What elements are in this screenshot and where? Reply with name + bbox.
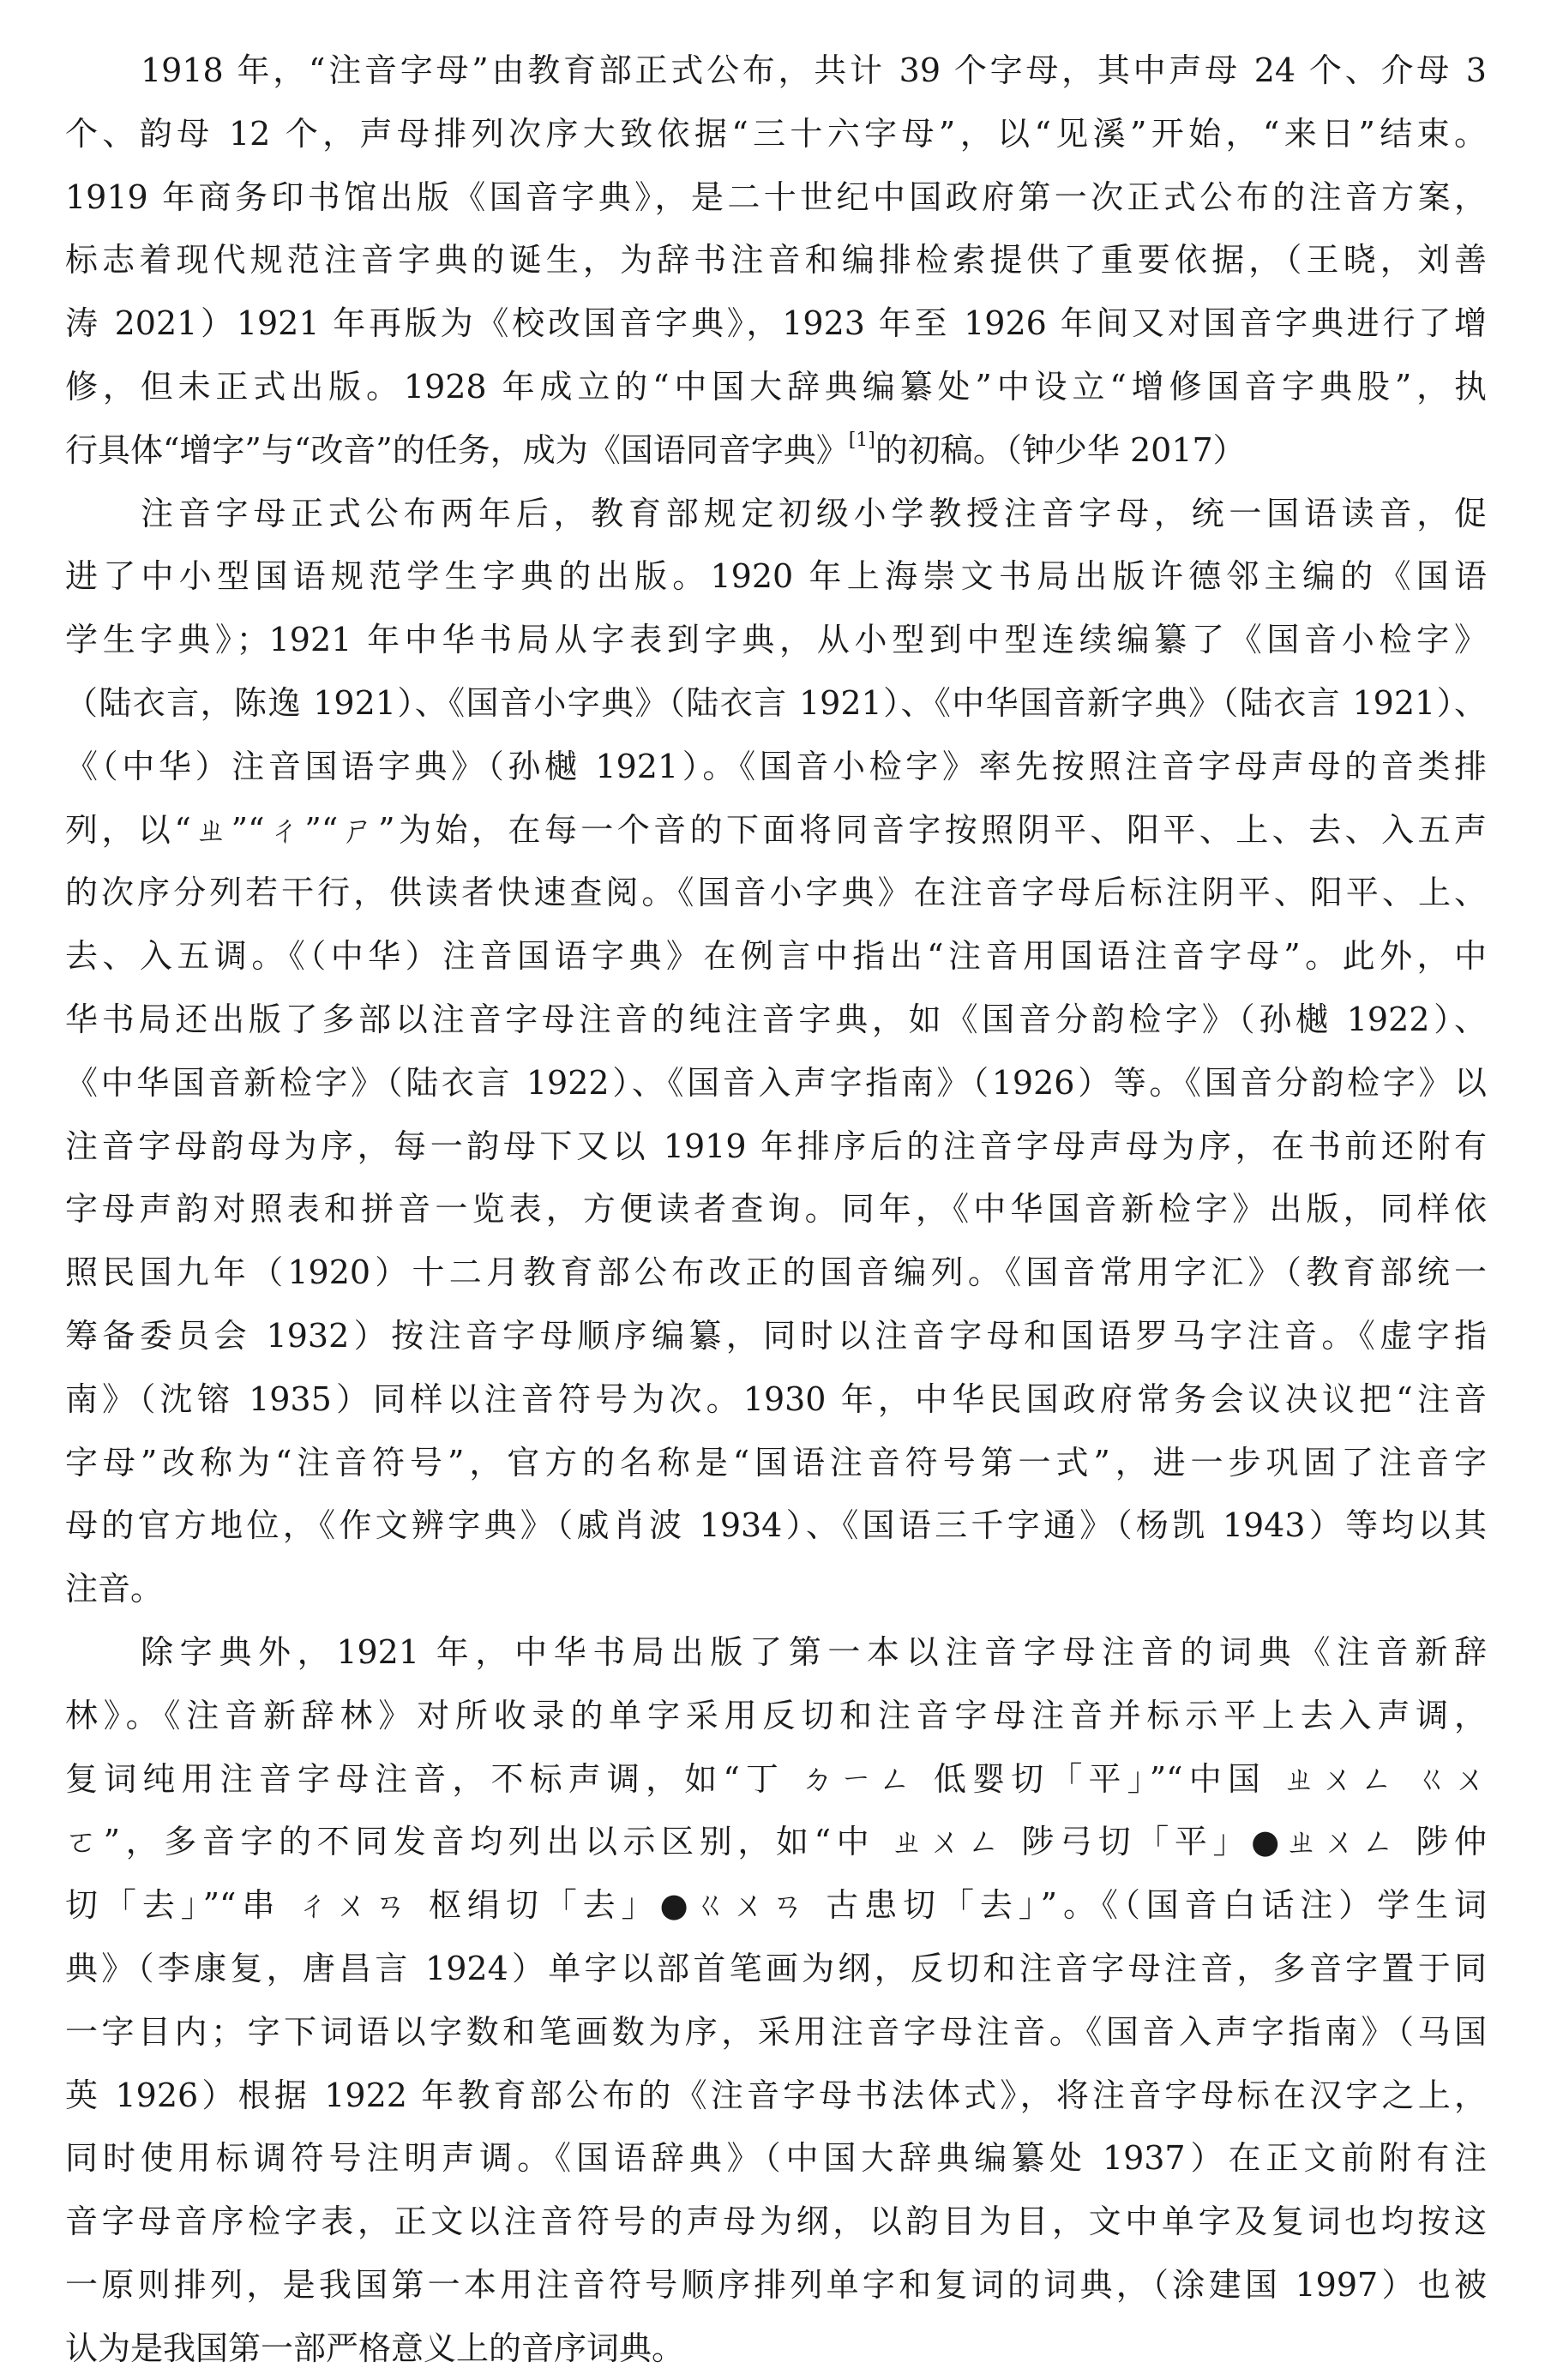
footnote-ref[interactable]: [1] xyxy=(848,429,875,451)
paragraph-1 xyxy=(65,39,1487,483)
text-line: 南》（沈镕 1935）同样以注音符号为次。1930 年，中华民国政府常务会议决议把“注音 xyxy=(65,1379,1487,1418)
text-line: 英 1926）根据 1922 年教育部公布的《注音字母书法体式》，将注音字母标在汉字之上， xyxy=(65,2076,1487,2114)
text-line: 除字典外，1921 年，中华书局出版了第一本以注音字母注音的词典《注音新辞 xyxy=(141,1632,1487,1671)
text-line: ㄛ”，多音字的不同发音均列出以示区别，如“中 ㄓㄨㄥ 陟弓切「平」●ㄓㄨㄥ 陟仲 xyxy=(65,1823,1487,1861)
text-line: 字母声韵对照表和拼音一览表，方便读者查询。同年，《中华国音新检字》出版，同样依 xyxy=(65,1190,1487,1229)
text-line: 标志着现代规范注音字典的诞生，为辞书注音和编排检索提供了重要依据，（王晓，刘善 xyxy=(65,241,1487,279)
text-line: 涛 2021）1921 年再版为《校改国音字典》，1923 年至 1926 年间又对国音字典进行了增 xyxy=(65,304,1487,343)
text-line: 1918 年，“注音字母”由教育部正式公布，共计 39 个字母，其中声母 24 个、介母 3 xyxy=(141,51,1487,89)
text-line: 切「去」”“串 ㄔㄨㄢ 枢绢切「去」●ㄍㄨㄢ 古患切「去」”。《（国音白话注）学生词 xyxy=(65,1886,1487,1925)
text-line: 《（中华）注音国语字典》（孙樾 1921）。《国音小检字》率先按照注音字母声母的音类排 xyxy=(65,747,1487,785)
text-line xyxy=(65,419,1487,483)
text-line: 修，但未正式出版。1928 年成立的“中国大辞典编纂处”中设立“增修国音字典股”，执 xyxy=(65,367,1487,406)
text-line: 学生字典》；1921 年中华书局从字表到字典，从小型到中型连续编纂了《国音小检字》 xyxy=(65,621,1487,659)
text-line: 列，以“ㄓ”“ㄔ”“ㄕ”为始，在每一个音的下面将同音字按照阴平、阳平、上、去、入五声 xyxy=(65,810,1487,849)
text-line: 华书局还出版了多部以注音字母注音的纯注音字典，如《国音分韵检字》（孙樾 1922）、 xyxy=(65,1000,1487,1038)
text-line: （陆衣言，陈逸 1921）、《国音小字典》（陆衣言 1921）、《中华国音新字典》（陆衣言 1921）、 xyxy=(65,683,1487,722)
text-line: 注音字母韵母为序，每一韵母下又以 1919 年排序后的注音字母声母为序，在书前还附有 xyxy=(65,1127,1487,1165)
paragraph-2 xyxy=(65,483,1487,1621)
text-line: 进了中小型国语规范学生字典的出版。1920 年上海崇文书局出版许德邻主编的《国语 xyxy=(65,557,1487,596)
text-line: 音字母音序检字表，正文以注音符号的声母为纲，以韵目为目，文中单字及复词也均按这 xyxy=(65,2203,1487,2241)
text-line: 注音。 xyxy=(65,1570,164,1608)
text-line: 1919 年商务印书馆出版《国音字典》，是二十世纪中国政府第一次正式公布的注音方案， xyxy=(65,177,1487,216)
text-line: 去、入五调。《（中华）注音国语字典》在例言中指出“注音用国语注音字母”。此外，中 xyxy=(65,937,1487,976)
text-line: 林》。《注音新辞林》对所收录的单字采用反切和注音字母注音并标示平上去入声调， xyxy=(65,1696,1487,1734)
paragraph-3 xyxy=(65,1621,1487,2380)
text-segment: 行具体“增字”与“改音”的任务，成为《国语同音字典》 xyxy=(65,430,849,469)
text-line: 典》（李康复，唐昌言 1924）单字以部首笔画为纲，反切和注音字母注音，多音字置于同 xyxy=(65,1949,1487,1987)
text-line: 照民国九年（1920）十二月教育部公布改正的国音编列。《国音常用字汇》（教育部统一 xyxy=(65,1253,1487,1292)
text-line: 一字目内；字下词语以字数和笔画数为序，采用注音字母注音。《国音入声字指南》（马国 xyxy=(65,2012,1487,2051)
text-line: 复词纯用注音字母注音，不标声调，如“丁 ㄉㄧㄥ 低婴切「平」”“中国 ㄓㄨㄥ ㄍㄨ xyxy=(65,1759,1487,1798)
text-line: 一原则排列，是我国第一本用注音符号顺序排列单字和复词的词典，（涂建国 1997）也被 xyxy=(65,2265,1487,2304)
text-line: 母的官方地位，《作文辨字典》（戚肖波 1934）、《国语三千字通》（杨凯 1943）等均以其 xyxy=(65,1506,1487,1545)
text-line: 的次序分列若干行，供读者快速查阅。《国音小字典》在注音字母后标注阴平、阳平、上、 xyxy=(65,874,1487,912)
text-line: 认为是我国第一部严格意义上的音序词典。 xyxy=(65,2329,685,2367)
text-line: 同时使用标调符号注明声调。《国语辞典》（中国大辞典编纂处 1937）在正文前附有注 xyxy=(65,2139,1487,2178)
text-segment: 的初稿。（钟少华 2017） xyxy=(875,430,1246,469)
text-line: 注音字母正式公布两年后，教育部规定初级小学教授注音字母，统一国语读音，促 xyxy=(141,494,1487,532)
document-body xyxy=(65,39,1487,2380)
text-line: 字母”改称为“注音符号”，官方的名称是“国语注音符号第一式”，进一步巩固了注音字 xyxy=(65,1443,1487,1481)
text-line: 筹备委员会 1932）按注音字母顺序编纂，同时以注音字母和国语罗马字注音。《虚字指 xyxy=(65,1316,1487,1355)
text-line: 个、韵母 12 个，声母排列次序大致依据“三十六字母”，以“见溪”开始，“来日”结束。 xyxy=(65,114,1487,153)
text-line: 《中华国音新检字》（陆衣言 1922）、《国音入声字指南》（1926）等。《国音分韵检字》以 xyxy=(65,1063,1487,1102)
